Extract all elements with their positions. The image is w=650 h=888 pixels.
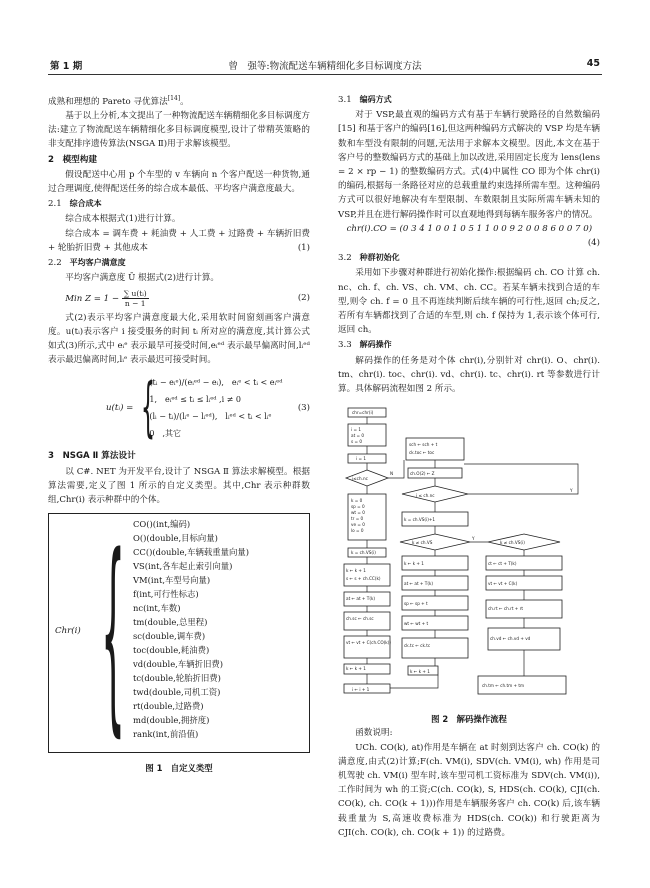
svg-text:tr = 0: tr = 0 [351,516,364,522]
svg-text:wt ← wt + t: wt ← wt + t [404,621,429,627]
field-item: VS(int,各车起止索引向量) [133,561,233,572]
field-item: CC()(double,车辆载重量向量) [133,547,249,558]
figure-2-caption: 图 2 解码操作流程 [431,714,507,725]
flow-decision [402,486,468,502]
svg-text:s = 0: s = 0 [351,439,363,445]
citation[interactable]: [14] [167,95,181,102]
field-item: vd(double,车辆折旧费) [133,659,223,670]
svg-text:ch.sc ← ch.sc: ch.sc ← ch.sc [346,616,374,622]
svg-text:k ← k + 1: k ← k + 1 [346,666,366,672]
intro-paragraph: 成熟和理想的 Pareto 寻优算法[14]。 [48,95,189,107]
svg-text:k = ch.VS(i)+1: k = ch.VS(i)+1 [404,517,436,523]
svg-text:ch.tm ← ch.tm + tm: ch.tm ← ch.tm + tm [482,683,525,689]
flow-box [344,612,390,630]
svg-text:k = ch.VS(i): k = ch.VS(i) [351,550,376,556]
svg-text:chr=chr(i): chr=chr(i) [352,410,374,416]
flow-box [402,638,468,658]
svg-text:k ≠ ch.VS: k ≠ ch.VS [412,540,433,546]
section-heading: 3 NSGA Ⅱ 算法设计 [48,451,136,462]
svg-text:N: N [390,471,394,477]
flow-step [348,454,386,463]
svg-text:i≤ch.nc: i≤ch.nc [352,476,368,482]
svg-text:lo = 0: lo = 0 [351,528,364,534]
svg-text:ct ← ct + T(k): ct ← ct + T(k) [488,561,517,567]
svg-text:sp = 0: sp = 0 [351,504,365,510]
figure-1-custom-type [48,510,310,756]
svg-text:i ≤ ch.nc: i ≤ ch.nc [416,493,435,499]
svg-text:k ≠ ch.VS(i): k ≠ ch.VS(i) [500,540,525,546]
satisfaction-description: 式(2)表示平均客户满意度最大化,采用软时间窗刻画客户满意度。u(tᵢ)表示客户 i 接受服务的时间 tᵢ 所对应的满意度,其计算公式如式(3)所示,式中 eᵢᵉ 表示最早可接受时间,eᵢᵉᵈ 表示最早偏离时间,lᵢᵉᵈ 表示最迟偏离时间,lᵢᵉ 表示最迟可接受时间。 [48,312,310,366]
equation-1: 综合成本 = 调车费 + 耗油费 + 人工费 + 过路费 + 车辆折旧费 + 轮胎折旧费 + 其他成本 (1) [48,228,310,253]
field-list [133,517,249,741]
running-header [48,58,602,75]
flow-decision [400,534,470,550]
svg-text:i = 1: i = 1 [356,456,366,462]
function-notes: UCh. CO(k), at)作用是车辆在 at 时刻到达客户 ch. CO(k) 的满意度,由式(2)计算;F(ch. VM(i), SDV(ch. VM(i), wh) 作用是司机驾驶 ch. VM(i) 型车时,该车型司机工资标准为 SDV(ch. VM(i)),工作时间为 wh 的工资;C(ch. CO(k), S, HDS(ch. CO(k), CJI(ch. CO(k), ch. CO(k + 1)))作用是车辆服务客户 ch. CO(k) 后,该车辆载重量为 S,高速收费标准为 HDS(ch. CO(k)) 和行驶距离为 CJI(ch. CO(k), ch. CO(k + 1)) 的过路费。 [338,742,600,838]
svg-text:vt ← vt + C(k): vt ← vt + C(k) [488,581,518,587]
right-column [338,92,600,840]
field-item: twd(double,司机工资) [133,687,221,698]
issue-number: 第 1 期 [50,61,83,72]
svg-text:vt ← vt + C(ch.CO(k)): vt ← vt + C(ch.CO(k)) [346,640,391,646]
equation-2: Min Z = 1 − $\frac{\text{∑ u(tᵢ)}}{n - 1}$ (2) [65,288,310,308]
model-paragraph: 假设配送中心用 p 个车型的 v 车辆向 n 个客户配送一种货物,通过合理调度,使得配送任务的综合成本最低、平均客户满意度最大。 [48,169,310,195]
summary-paragraph: 基于以上分析,本文提出了一种物流配送车辆精细化多目标调度方法:建立了物流配送车辆精细化多目标调度模型,设计了带精英策略的非支配排序遗传算法(NSGA Ⅱ)用于求解该模型。 [48,111,310,150]
field-item: sc(double,调车费) [133,631,206,642]
svg-text:s ← s + ch.CC(k): s ← s + ch.CC(k) [346,576,381,582]
init-paragraph: 采用如下步骤对种群进行初始化操作:根据编码 ch. CO 计算 ch. nc、ch. f、ch. VS、ch. VM、ch. CC。若某车辆未找到合适的车型,则令 ch. f = 0 且不再连续判断后续车辆的可行性,返回 ch;反之,若所有车辆都找到了合适的车型,则 ch. f 保持为 1,表示该个体可行,返回 ch。 [338,268,600,336]
svg-text:at = 0: at = 0 [351,433,365,439]
field-item: toc(double,耗油费) [133,645,210,656]
equation-4-number: (4) [587,238,600,249]
equation-4: chr(i).CO = (0 3 4 1 0 0 1 0 5 1 1 0 0 9 2 0 0 8 6 0 0 7 0) [346,223,593,234]
svg-text:ch.rt ← ch.rt + rt: ch.rt ← ch.rt + rt [488,606,524,612]
field-item: O()(double,目标向量) [133,533,218,544]
svg-text:at ← at + T(k): at ← at + T(k) [346,596,376,602]
svg-text:at ← at + T(k): at ← at + T(k) [404,581,434,587]
field-item: nc(int,车数) [133,603,181,614]
svg-text:sch ← sch + t: sch ← sch + t [409,442,438,448]
field-item: tc(double,轮胎折旧费) [133,673,221,684]
field-item: rt(double,过路费) [133,701,204,712]
svg-text:k ← k + 1: k ← k + 1 [346,568,366,574]
subsection-heading: 3.2 种群初始化 [338,253,400,264]
field-item: f(int,可行性标志) [133,589,199,600]
left-column [48,92,310,775]
satisfaction-intro: 平均客户满意度 Ū 根据式(2)进行计算。 [65,273,219,284]
svg-text:i ← i + 1: i ← i + 1 [352,687,370,693]
svg-text:k ← k + 1: k ← k + 1 [410,669,430,675]
svg-text:Y: Y [570,488,573,494]
subsection-heading: 3.1 编码方式 [338,95,392,105]
function-notes-heading: 函数说明: [355,728,393,739]
brace-icon: { [101,510,126,756]
running-title: 曾 强等:物流配送车辆精细化多目标调度方法 [228,61,422,72]
svg-text:wt = 0: wt = 0 [351,510,365,516]
subsection-heading: 2.2 平均客户满意度 [48,258,126,269]
chr-label: Chr(i) [55,626,81,637]
svg-text:ck.tc ← ck.tc: ck.tc ← ck.tc [404,643,431,649]
field-item: md(double,拥挤度) [133,715,210,726]
svg-text:ch.vd ← ch.vd + vd: ch.vd ← ch.vd + vd [490,636,531,642]
cost-intro: 综合成本根据式(1)进行计算。 [65,214,181,225]
svg-text:Y: Y [472,536,475,542]
figure-1-caption: 图 1 自定义类型 [145,763,213,774]
nsga-paragraph: 以 C#. NET 为开发平台,设计了 NSGA Ⅱ 算法求解模型。根据算法需要,定义了图 1 所示的自定义类型。其中,Chr 表示种群数组,Chr(i) 表示种群中的个体。 [48,466,310,505]
decode-paragraph: 解码操作的任务是对个体 chr(i),分别针对 chr(i). O、chr(i). tm、chr(i). toc、chr(i). vd、chr(i). tc、chr(i). rt 等参数进行计算。具体解码流程如图 2 所示。 [338,355,600,395]
subsection-heading: 3.3 解码操作 [338,340,392,351]
figure-2-flowchart [338,404,600,704]
svg-text:k = 0: k = 0 [351,498,363,504]
section-heading: 2 模型构建 [48,154,97,165]
field-item: VM(int,车型号向量) [133,575,211,586]
svg-text:i = 1: i = 1 [351,427,361,433]
svg-text:sp ← sp + t: sp ← sp + t [404,601,428,607]
field-item: tm(double,总里程) [133,617,208,628]
svg-text:k ← k + 1: k ← k + 1 [404,561,424,567]
page-number: 45 [586,58,600,69]
svg-text:ve = 0: ve = 0 [351,522,365,528]
field-item: rank(int,前沿值) [133,729,199,740]
encoding-paragraph: 对于 VSP,最直观的编码方式有基于车辆行驶路径的自然数编码[15] 和基于客户的编码[16],但这两种编码方式解决的 VSP 均是车辆数和车型没有限制的问题,无法用于求解本文模型。因此,本文在基于客户号的整数编码方式的基础上加以改进,采用固定长度为 lens(lens = 2 × rp − 1) 的整数编码方式。式(4)中属性 CO 即为个体 chr(i) 的编码,根据每一条路径对应的总载重量约束选择所需车型。这种编码方式可以很好地解决有车型限制、车数限制且实际所需车辆未知的 VSP,并且在进行解码操作时可以直观地得到每辆车服务客户的情况。 [338,110,600,220]
equation-3: u(tᵢ) = { (tᵢ − eᵢᵉ)/(eᵢᵉᵈ − eᵢ), eᵢᵉ < tᵢ < eᵢᵉᵈ 1, eᵢᵉᵈ ≤ tᵢ ≤ lᵢᵉᵈ ,i ≠ 0 (lᵢ − tᵢ)/(lᵢᵉ − lᵢᵉᵈ), lᵢᵉᵈ < tᵢ < lᵢᵉ 0 ,其它 (3) [106,371,310,446]
svg-text:ch.O(2) ← Z: ch.O(2) ← Z [410,471,435,477]
subsection-heading: 2.1 综合成本 [48,199,102,210]
svg-text:ck.toc ← toc: ck.toc ← toc [409,450,435,456]
field-item: CO()(int,编码) [133,519,191,530]
flowchart-diagram [338,404,600,704]
